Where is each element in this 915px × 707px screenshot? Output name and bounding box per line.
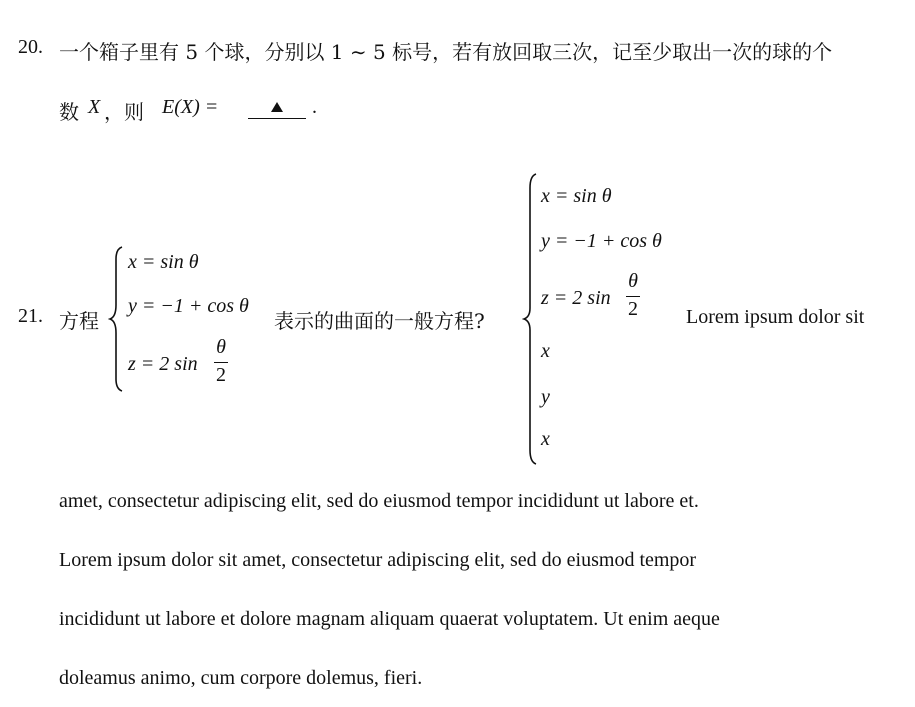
paragraph-line-1: amet, consectetur adipiscing elit, sed do eiusmod tempor incididunt ut labore et. xyxy=(59,490,699,512)
system1-eq-z: z = 2 sin xyxy=(128,353,198,375)
q20-number: 20. xyxy=(18,36,43,58)
system2-var-x2: x xyxy=(541,428,550,450)
system2-eq-z: z = 2 sin xyxy=(541,287,611,309)
system1-left-brace xyxy=(108,245,124,393)
paragraph-line-4: doleamus animo, cum corpore dolemus, fieri. xyxy=(59,667,423,689)
system1-frac-bar xyxy=(214,362,228,363)
q20-line2-mid: ，则 xyxy=(104,100,144,124)
system2-frac-num: θ xyxy=(628,270,638,292)
q21-tail-text: Lorem ipsum dolor sit xyxy=(686,306,865,328)
system1-eq-x: x = sin θ xyxy=(128,251,199,273)
system2-var-x: x xyxy=(541,340,550,362)
system2-frac-den: 2 xyxy=(628,298,638,320)
system1-frac-den: 2 xyxy=(216,364,226,386)
paragraph-line-3: incididunt ut labore et dolore magnam aliquam quaerat voluptatem. Ut enim aeque xyxy=(59,608,720,630)
q20-period: . xyxy=(312,96,317,118)
q20-expectation: E(X) = xyxy=(162,96,219,118)
system2-var-y: y xyxy=(541,386,550,408)
q20-line1: 一个箱子里有 5 个球，分别以 1 ∼ 5 标号，若有放回取三次，记至少取出一次的球的个 xyxy=(59,40,833,64)
system2-eq-x: x = sin θ xyxy=(541,185,612,207)
system2-eq-y: y = −1 + cos θ xyxy=(541,230,662,252)
q21-question-text: 表示的曲面的一般方程? xyxy=(274,309,485,333)
q21-label-fangcheng: 方程 xyxy=(59,309,99,333)
paragraph-line-2: Lorem ipsum dolor sit amet, consectetur adipiscing elit, sed do eiusmod tempor xyxy=(59,549,697,571)
q21-number: 21. xyxy=(18,305,43,327)
q20-var-x: X xyxy=(88,96,101,118)
system2-left-brace xyxy=(522,172,538,466)
system1-eq-y: y = −1 + cos θ xyxy=(128,295,249,317)
answer-blank-line xyxy=(248,118,306,119)
q20-line2-prefix: 数 xyxy=(59,100,79,124)
system1-frac-num: θ xyxy=(216,336,226,358)
answer-blank-triangle-icon xyxy=(271,102,283,112)
system2-frac-bar xyxy=(626,296,640,297)
